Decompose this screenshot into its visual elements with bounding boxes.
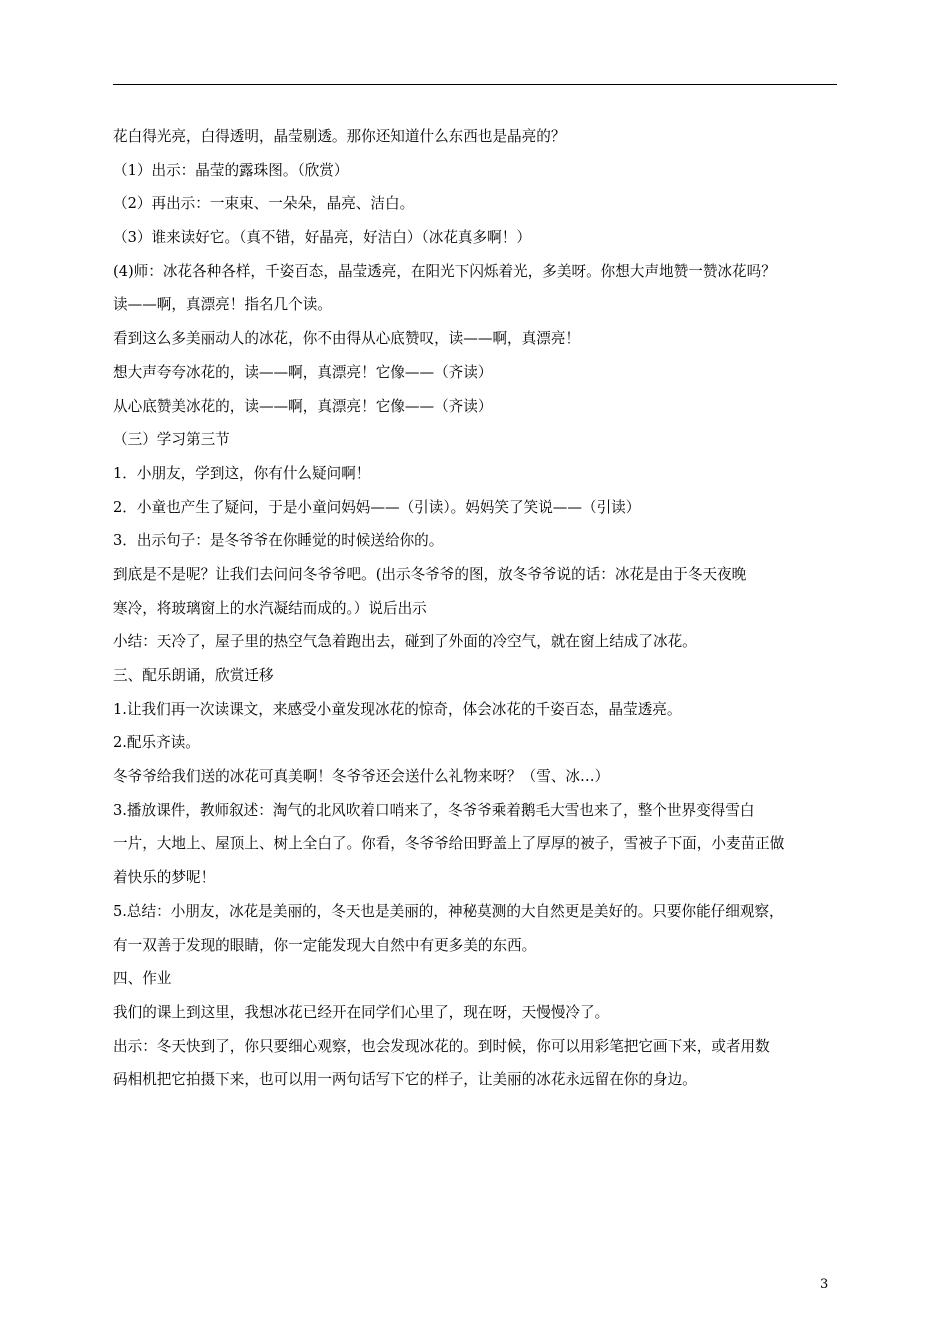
text-line: 2.配乐齐读。 xyxy=(113,734,200,752)
document-body xyxy=(113,120,853,1097)
text-line: 花白得光亮，白得透明，晶莹剔透。那你还知道什么东西也是晶亮的？ xyxy=(113,128,566,145)
text-line: 1.让我们再一次读课文，来感受小童发现冰花的惊奇，体会冰花的千姿百态，晶莹透亮。 xyxy=(113,700,682,718)
text-line: （1）出示：晶莹的露珠图。（欣赏） xyxy=(113,161,349,179)
text-line: (4)师：冰花各种各样，千姿百态，晶莹透亮，在阳光下闪烁着光，多美呀。你想大声地赞一赞冰花吗？ xyxy=(113,262,776,280)
text-line: 着快乐的梦呢！ xyxy=(113,869,216,887)
text-line: 3．出示句子：是冬爷爷在你睡觉的时候送给你的。 xyxy=(113,532,444,550)
text-line: 码相机把它拍摄下来，也可以用一两句话写下它的样子，让美丽的冰花永远留在你的身边。 xyxy=(113,1071,697,1089)
text-line: 寒冷，将玻璃窗上的水汽凝结而成的。）说后出示 xyxy=(113,599,427,617)
text-line: 1．小朋友，学到这，你有什么疑问啊！ xyxy=(113,464,371,482)
text-line: 出示：冬天快到了，你只要细心观察，也会发现冰花的。到时候，你可以用彩笔把它画下来，或者用数 xyxy=(113,1037,770,1055)
text-line: 冬爷爷给我们送的冰花可真美啊！冬爷爷还会送什么礼物来呀？（雪、冰…） xyxy=(113,768,610,786)
text-line: 2．小童也产生了疑问，于是小童问妈妈——（引读）。妈妈笑了笑说——（引读） xyxy=(113,498,641,516)
text-line: 读——啊，真漂亮！指名几个读。 xyxy=(113,296,332,314)
text-line: 想大声夸夸冰花的，读——啊，真漂亮！它像——（齐读） xyxy=(113,363,493,381)
text-line: 从心底赞美冰花的，读——啊，真漂亮！它像——（齐读） xyxy=(113,397,493,415)
text-line: （3）谁来读好它。（真不错，好晶亮，好洁白）（冰花真多啊！） xyxy=(113,229,531,247)
text-line: （三）学习第三节 xyxy=(113,431,230,449)
text-line: 三、配乐朗诵，欣赏迁移 xyxy=(113,667,274,684)
text-line: 我们的课上到这里，我想冰花已经开在同学们心里了，现在呀，天慢慢冷了。 xyxy=(113,1003,610,1021)
text-line: 3.播放课件，教师叙述：淘气的北风吹着口哨来了，冬爷爷乘着鹅毛大雪也来了，整个世界变得雪白 xyxy=(113,801,755,819)
header-rule xyxy=(113,84,837,85)
text-line: 5.总结：小朋友，冰花是美丽的，冬天也是美丽的，神秘莫测的大自然更是美好的。只要你能仔细观察， xyxy=(113,902,784,920)
page-number: 3 xyxy=(820,1277,829,1292)
text-line: 一片，大地上、屋顶上、树上全白了。你看，冬爷爷给田野盖上了厚厚的被子，雪被子下面，小麦苗正做 xyxy=(113,835,785,853)
text-line: 看到这么多美丽动人的冰花，你不由得从心底赞叹，读——啊，真漂亮！ xyxy=(113,330,581,348)
text-line: （2）再出示：一束束、一朵朵，晶亮、洁白。 xyxy=(113,195,415,213)
text-line: 小结：天冷了，屋子里的热空气急着跑出去，碰到了外面的冷空气，就在窗上结成了冰花。 xyxy=(113,633,697,651)
text-line: 有一双善于发现的眼睛，你一定能发现大自然中有更多美的东西。 xyxy=(113,936,537,954)
text-line: 到底是不是呢？让我们去问问冬爷爷吧。(出示冬爷爷的图，放冬爷爷说的话：冰花是由于冬天夜晚 xyxy=(113,565,747,583)
text-line: 四、作业 xyxy=(113,970,172,988)
